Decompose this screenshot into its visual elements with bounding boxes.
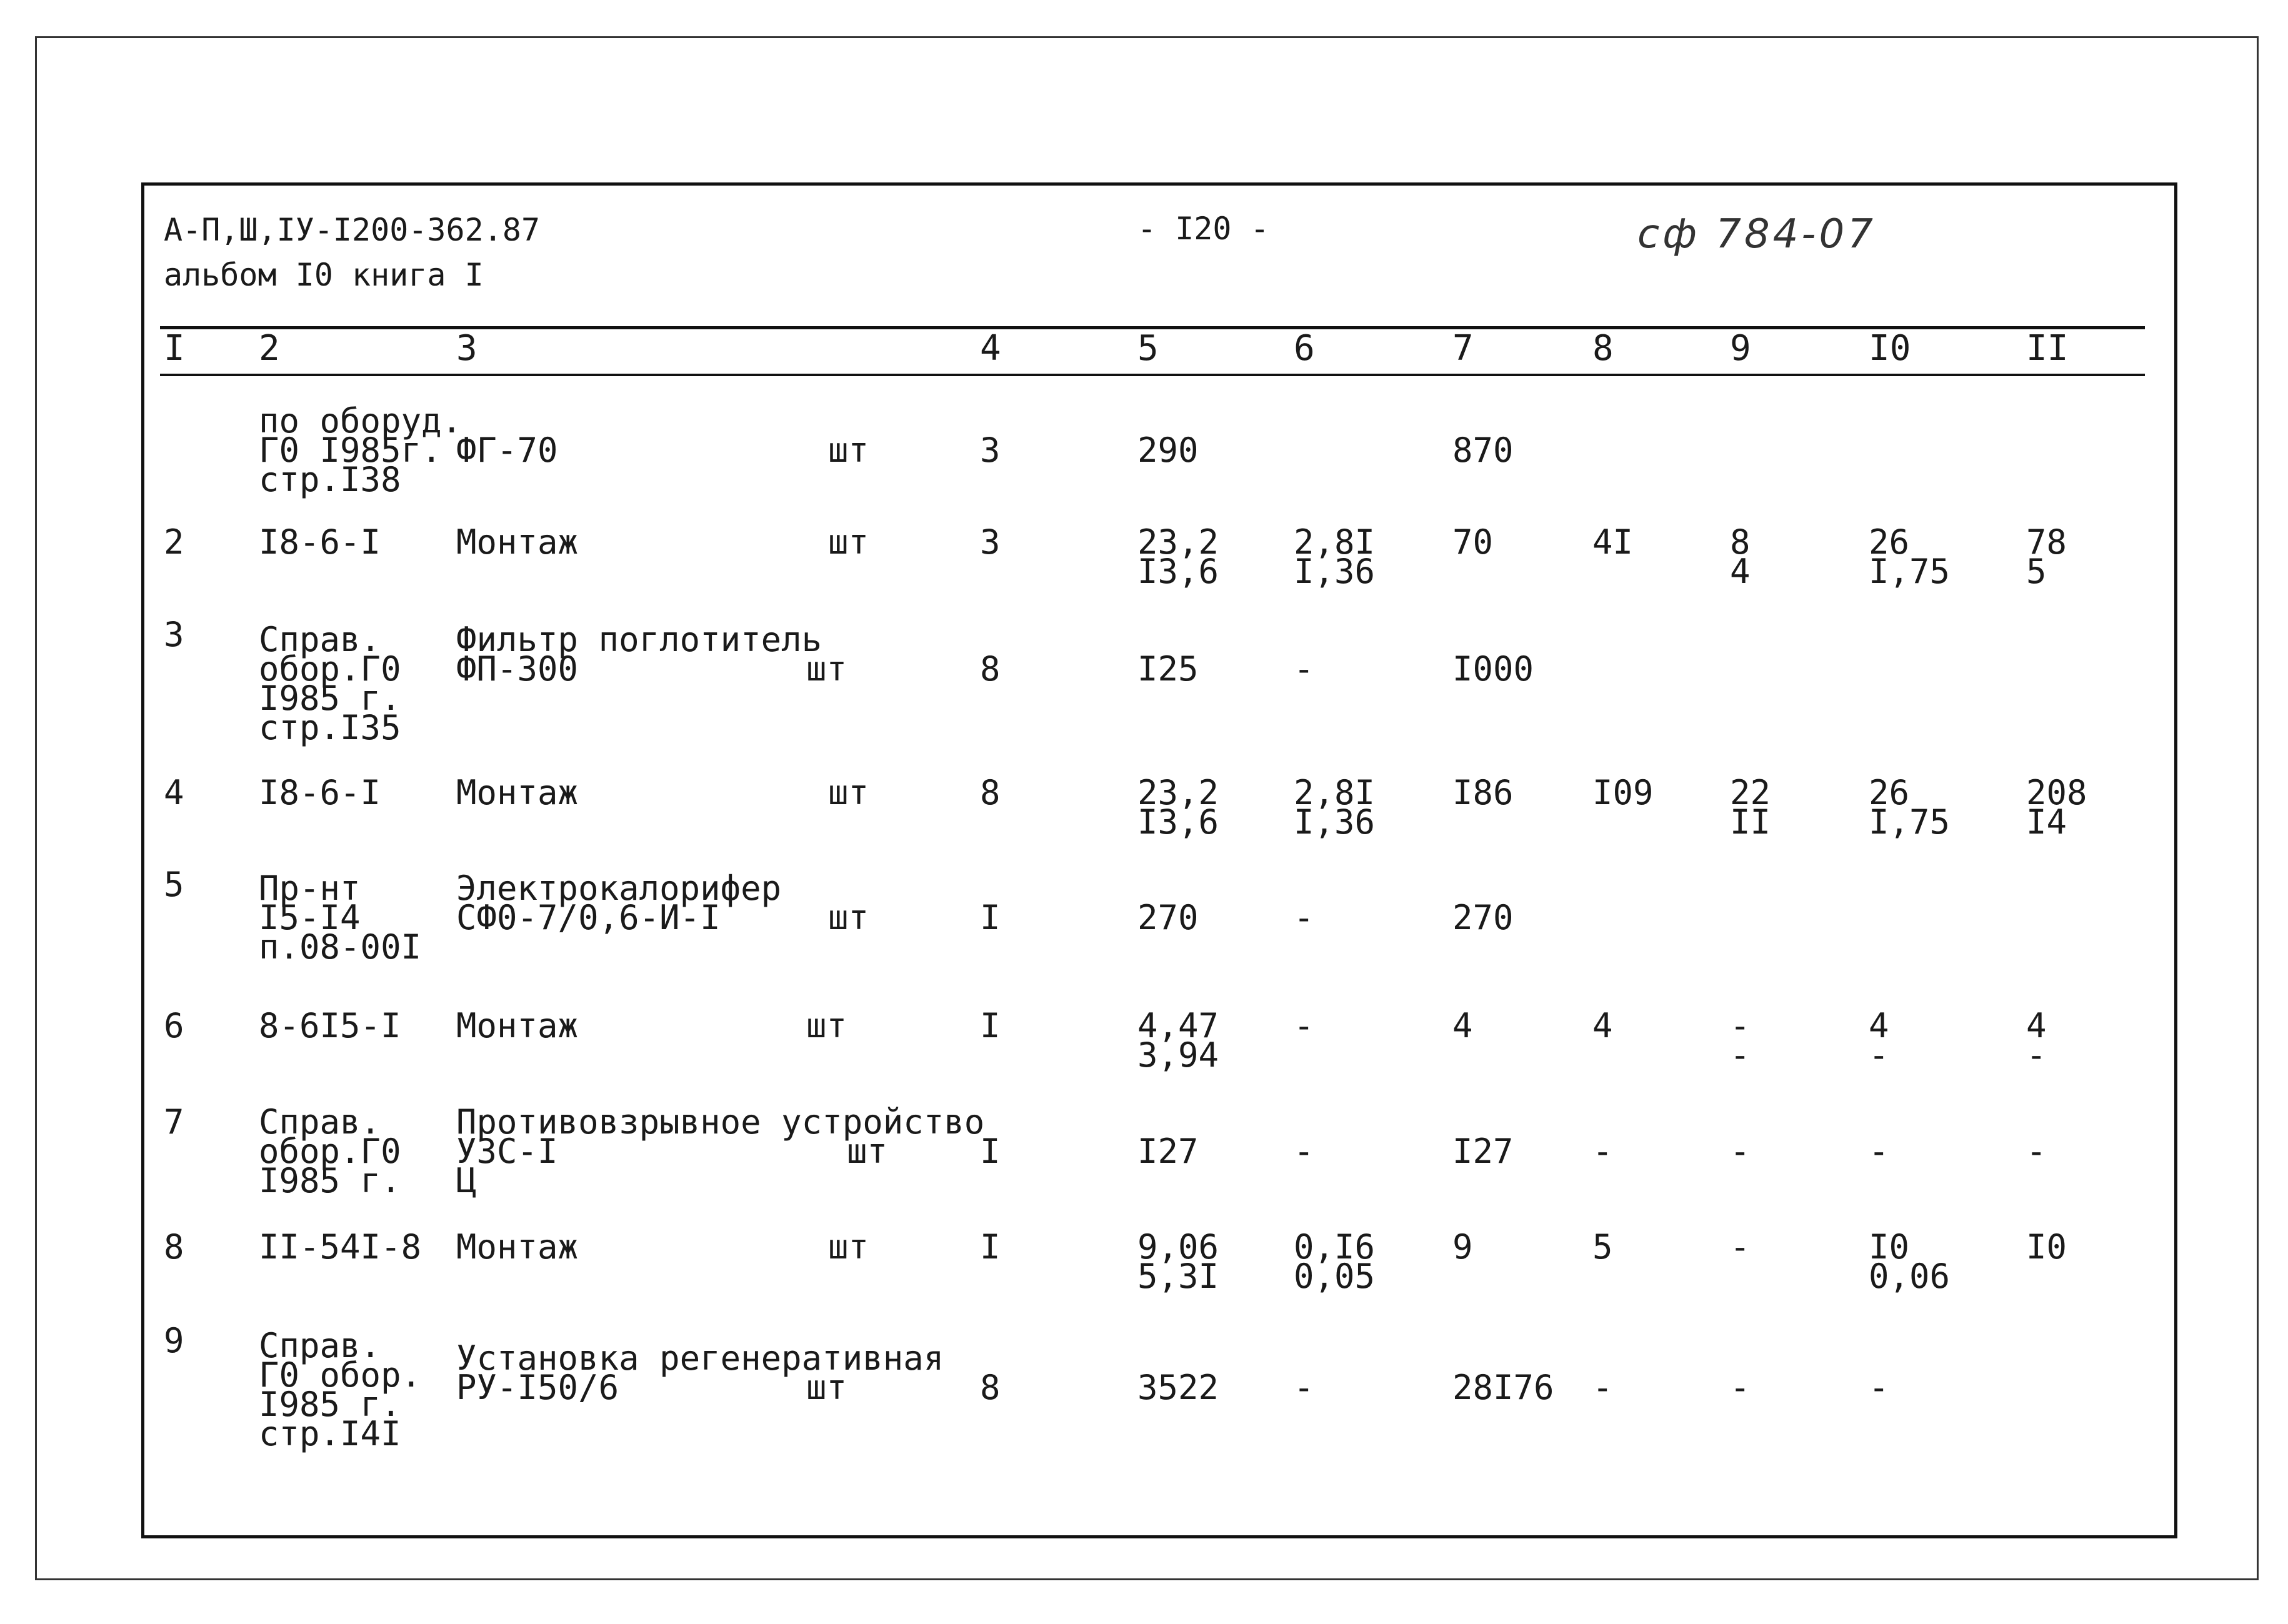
col-head-4: 4: [980, 328, 1001, 369]
cell-qty: I: [980, 1227, 1001, 1267]
cell-col5: I25: [1137, 649, 1199, 689]
cell-col6: 0,I6 0,05: [1294, 1227, 1376, 1296]
cell-name: Монтаж: [456, 773, 579, 812]
cell-col8: 4: [1592, 1006, 1613, 1045]
cell-row-number: 9: [164, 1321, 184, 1360]
col-head-10: I0: [1869, 328, 1911, 369]
cell-row-number: 8: [164, 1227, 184, 1267]
col-head-3: 3: [456, 328, 477, 369]
cell-col9: -: [1730, 1227, 1751, 1267]
cell-col11: 208 I4: [2026, 773, 2087, 842]
cell-source: по оборуд. Г0 I985г. стр.I38: [259, 401, 462, 499]
cell-source: Справ. обор.Г0 I985 г.: [259, 1102, 401, 1200]
cell-col9: -: [1730, 1132, 1751, 1171]
cell-col10: 4 -: [1869, 1006, 1889, 1075]
cell-source: I8-6-I: [259, 522, 381, 562]
cell-unit: шт: [828, 431, 869, 470]
cell-col7: I86: [1452, 773, 1514, 812]
cell-source: Пр-нт I5-I4 п.08-00I: [259, 869, 422, 967]
cell-col11: 78 5: [2026, 522, 2067, 591]
cell-col5: 23,2 I3,6: [1137, 773, 1219, 842]
col-head-7: 7: [1452, 328, 1474, 369]
cell-source: II-54I-8: [259, 1227, 422, 1267]
cell-col7: 4: [1452, 1006, 1473, 1045]
cell-unit: шт: [828, 1227, 869, 1267]
cell-col7: 9: [1452, 1227, 1473, 1267]
cell-col8: I09: [1592, 773, 1654, 812]
cell-row-number: 7: [164, 1102, 184, 1142]
cell-col6: 2,8I I,36: [1294, 522, 1376, 591]
cell-unit: шт: [828, 898, 869, 937]
document-code: А-П,Ш,IУ-I200-362.87: [164, 212, 541, 248]
cell-name: Электрокалорифер СФ0-7/0,6-И-I: [456, 869, 782, 937]
cell-col5: 270: [1137, 898, 1199, 937]
cell-col10: I0 0,06: [1869, 1227, 1951, 1296]
cell-source: I8-6-I: [259, 773, 381, 812]
cell-col9: 22 II: [1730, 773, 1771, 842]
cell-col7: I000: [1452, 649, 1534, 689]
cell-unit: шт: [806, 1368, 847, 1407]
cell-unit: шт: [806, 649, 847, 689]
cell-qty: 8: [980, 1368, 1001, 1407]
handwritten-mark: сф 784-07: [1637, 211, 1876, 257]
cell-name: Монтаж: [456, 522, 579, 562]
cell-col7: 870: [1452, 431, 1514, 470]
cell-unit: шт: [847, 1132, 888, 1171]
cell-col8: 4I: [1592, 522, 1634, 562]
cell-qty: 3: [980, 431, 1001, 470]
cell-col5: I27: [1137, 1132, 1199, 1171]
cell-col8: -: [1592, 1132, 1613, 1171]
col-head-5: 5: [1137, 328, 1159, 369]
cell-col6: -: [1294, 1368, 1314, 1407]
cell-qty: I: [980, 1006, 1001, 1045]
cell-qty: 8: [980, 773, 1001, 812]
cell-col6: 2,8I I,36: [1294, 773, 1376, 842]
cell-unit: шт: [828, 522, 869, 562]
cell-source: Справ. обор.Г0 I985 г. стр.I35: [259, 620, 401, 747]
cell-col11: I0: [2026, 1227, 2067, 1267]
col-head-6: 6: [1294, 328, 1315, 369]
page-number: - I20 -: [1137, 211, 1269, 247]
cell-unit: шт: [828, 773, 869, 812]
cell-name: Противовзрывное устройство УЗС-I Ц: [456, 1102, 985, 1200]
cell-unit: шт: [806, 1006, 847, 1045]
cell-row-number: 3: [164, 615, 184, 654]
cell-col6: -: [1294, 1006, 1314, 1045]
document-frame: [141, 182, 2177, 1538]
cell-col10: 26 I,75: [1869, 773, 1951, 842]
header-rule-bottom: [160, 374, 2145, 376]
cell-qty: 3: [980, 522, 1001, 562]
cell-col7: 28I76: [1452, 1368, 1554, 1407]
cell-col8: -: [1592, 1368, 1613, 1407]
cell-name: Фильтр поглотитель ФП-300: [456, 620, 822, 689]
cell-row-number: 6: [164, 1006, 184, 1045]
col-head-8: 8: [1592, 328, 1614, 369]
cell-col7: 70: [1452, 522, 1494, 562]
cell-col10: 26 I,75: [1869, 522, 1951, 591]
cell-col10: -: [1869, 1132, 1889, 1171]
cell-name: Монтаж: [456, 1227, 579, 1267]
cell-name: Монтаж: [456, 1006, 579, 1045]
cell-qty: I: [980, 1132, 1001, 1171]
cell-col9: - -: [1730, 1006, 1751, 1075]
cell-col11: -: [2026, 1132, 2047, 1171]
cell-col11: 4 -: [2026, 1006, 2047, 1075]
col-head-2: 2: [259, 328, 280, 369]
cell-name: Установка регенеративная РУ-I50/6: [456, 1338, 944, 1407]
cell-col5: 4,47 3,94: [1137, 1006, 1219, 1075]
cell-col7: 270: [1452, 898, 1514, 937]
col-head-11: II: [2026, 328, 2069, 369]
cell-col9: 8 4: [1730, 522, 1751, 591]
cell-qty: I: [980, 898, 1001, 937]
cell-col5: 3522: [1137, 1368, 1219, 1407]
cell-name: ФГ-70: [456, 431, 558, 470]
cell-row-number: 2: [164, 522, 184, 562]
cell-col6: -: [1294, 649, 1314, 689]
cell-source: Справ. Г0 обор. I985 г. стр.I4I: [259, 1326, 422, 1453]
cell-col5: 23,2 I3,6: [1137, 522, 1219, 591]
cell-col9: -: [1730, 1368, 1751, 1407]
cell-col5: 290: [1137, 431, 1199, 470]
cell-row-number: 4: [164, 773, 184, 812]
cell-row-number: 5: [164, 865, 184, 904]
cell-col6: -: [1294, 1132, 1314, 1171]
cell-col7: I27: [1452, 1132, 1514, 1171]
album-book: альбом I0 книга I: [164, 257, 484, 293]
cell-col10: -: [1869, 1368, 1889, 1407]
cell-source: 8-6I5-I: [259, 1006, 401, 1045]
cell-col5: 9,06 5,3I: [1137, 1227, 1219, 1296]
cell-col8: 5: [1592, 1227, 1613, 1267]
col-head-1: I: [164, 328, 185, 369]
cell-col6: -: [1294, 898, 1314, 937]
col-head-9: 9: [1730, 328, 1751, 369]
cell-qty: 8: [980, 649, 1001, 689]
